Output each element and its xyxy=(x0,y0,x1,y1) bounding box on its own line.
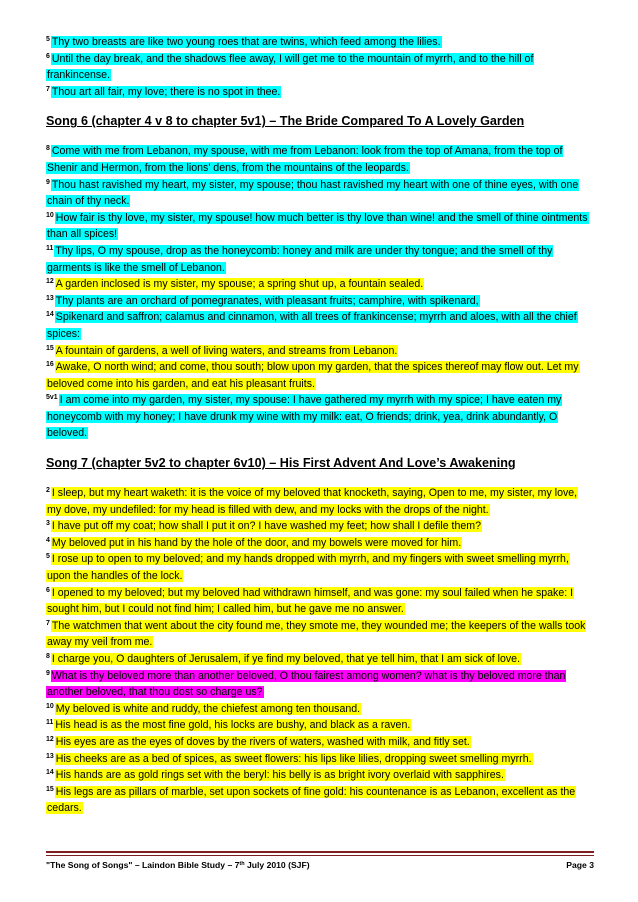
verse xyxy=(46,535,594,552)
verse-number: 11 xyxy=(46,719,54,727)
page-number: Page 3 xyxy=(566,860,594,870)
verse xyxy=(46,359,594,392)
verse-number: 2 xyxy=(46,487,50,495)
document-body xyxy=(46,34,594,817)
verse-number: 12 xyxy=(46,735,54,743)
verse-text: Spikenard and saffron; calamus and cinnamon, with all trees of frankincense; myrrh and aloes, with all the chief spices: xyxy=(47,311,577,340)
verse xyxy=(46,485,594,518)
verse-text: His legs are as pillars of marble, set upon sockets of fine gold: his countenance is as Lebanon, excellent as the cedars. xyxy=(47,785,576,815)
section-heading: Song 7 (chapter 5v2 to chapter 6v10) – His First Advent And Love’s Awakening xyxy=(46,456,516,471)
verse-number: 15 xyxy=(46,785,54,793)
verse xyxy=(46,177,594,210)
verse xyxy=(46,293,594,310)
verse xyxy=(46,651,594,668)
verse-text: His eyes are as the eyes of doves by the rivers of waters, washed with milk, and fitly set. xyxy=(55,735,470,748)
verse-number: 6 xyxy=(46,52,50,60)
verse-number: 9 xyxy=(46,669,50,677)
verse xyxy=(46,343,594,360)
verse-text: His hands are as gold rings set with the beryl: his belly is as bright ivory overlaid with sapphires. xyxy=(55,769,504,782)
footer-title: "The Song of Songs" – Laindon Bible Study – 7th July 2010 (SJF) xyxy=(46,860,310,870)
verse xyxy=(46,243,594,276)
verse-number: 12 xyxy=(46,278,54,286)
verse-text: His head is as the most fine gold, his locks are bushy, and black as a raven. xyxy=(55,719,411,732)
verse-text: What is thy beloved more than another beloved, O thou fairest among women? what is thy beloved more than another beloved, that thou dost so charge us? xyxy=(47,669,566,699)
verse xyxy=(46,767,594,784)
verse xyxy=(46,701,594,718)
verse-text: A garden inclosed is my sister, my spouse; a spring shut up, a fountain sealed. xyxy=(55,278,424,291)
verse xyxy=(46,84,594,101)
verse-text: The watchmen that went about the city found me, they smote me, they wounded me; the keepers of the walls took away my veil from me. xyxy=(47,619,586,649)
verse-text: Thou hast ravished my heart, my sister, my spouse; thou hast ravished my heart with one of thine eyes, with one chain of thy neck. xyxy=(47,178,579,208)
verse-number: 5 xyxy=(46,36,50,43)
verse xyxy=(46,734,594,751)
verse xyxy=(46,276,594,293)
verse-number: 8 xyxy=(46,145,50,153)
verse-text: My beloved is white and ruddy, the chiefest among ten thousand. xyxy=(55,702,361,715)
verse xyxy=(46,618,594,651)
verse xyxy=(46,392,594,442)
verse-number: 6 xyxy=(46,586,50,594)
verse-number: 7 xyxy=(46,85,50,93)
verse-number: 8 xyxy=(46,653,50,660)
verse-number: 5 xyxy=(46,553,50,561)
verse-number: 7 xyxy=(46,619,50,627)
verse-text: Thy lips, O my spouse, drop as the honeycomb: honey and milk are under thy tongue; and the smell of thy garments is like the smell of Lebanon. xyxy=(47,244,553,274)
verse-text: Thy two breasts are like two young roes that are twins, which feed among the lilies. xyxy=(51,36,441,48)
verse-number: 3 xyxy=(46,520,50,528)
verse-number: 10 xyxy=(46,211,54,219)
verse-text: A fountain of gardens, a well of living waters, and streams from Lebanon. xyxy=(55,344,398,357)
verse xyxy=(46,34,594,51)
verse xyxy=(46,717,594,734)
verse-text: Come with me from Lebanon, my spouse, with me from Lebanon: look from the top of Amana, from the top of Shenir and Hermon, from the lions' dens, from the mountains of the leopards. xyxy=(47,145,563,174)
verse-text: Thy plants are an orchard of pomegranates, with pleasant fruits; camphire, with spikenard, xyxy=(55,294,479,307)
verse-number: 5v1 xyxy=(46,394,58,402)
footer-rule-thin xyxy=(46,855,594,856)
verse-text: Until the day break, and the shadows flee away, I will get me to the mountain of myrrh, and to the hill of frankincense. xyxy=(47,52,534,82)
verse xyxy=(46,309,594,342)
verse-number: 16 xyxy=(46,361,54,369)
verse-text: I sleep, but my heart waketh: it is the voice of my beloved that knocketh, saying, Open to me, my sister, my love, my dove, my undefiled: for my head is filled with dew, and my locks with the drops of the night. xyxy=(47,487,578,516)
verse-number: 14 xyxy=(46,769,54,777)
verse xyxy=(46,784,594,817)
verse xyxy=(46,751,594,768)
verse-text: I rose up to open to my beloved; and my hands dropped with myrrh, and my fingers with sweet smelling myrrh, upon the handles of the lock. xyxy=(47,553,569,583)
verse-number: 15 xyxy=(46,344,54,352)
footer-rule-thick xyxy=(46,851,594,853)
verse-text: My beloved put in his hand by the hole of the door, and my bowels were moved for him. xyxy=(51,536,462,549)
verse-number: 13 xyxy=(46,294,54,302)
section-heading: Song 6 (chapter 4 v 8 to chapter 5v1) – The Bride Compared To A Lovely Garden xyxy=(46,114,525,129)
verse-number: 14 xyxy=(46,311,54,319)
verse xyxy=(46,51,594,84)
verse-text: I am come into my garden, my sister, my spouse: I have gathered my myrrh with my spice; I have eaten my honeycomb with my honey; I have drunk my wine with my milk: eat, O friends; drink, yea, drink abundantly, O beloved. xyxy=(47,394,562,440)
verse-text: I opened to my beloved; but my beloved had withdrawn himself, and was gone: my soul failed when he spake: I sought him, but I could not find him; I called him, but he gave me no answer. xyxy=(47,586,574,616)
verse xyxy=(46,210,594,243)
verse-text: Thou art all fair, my love; there is no spot in thee. xyxy=(51,85,281,98)
verse-text: His cheeks are as a bed of spices, as sweet flowers: his lips like lilies, dropping sweet smelling myrrh. xyxy=(55,752,532,765)
verse-number: 11 xyxy=(46,244,54,252)
verse-number: 13 xyxy=(46,752,54,760)
verse xyxy=(46,668,594,701)
verse xyxy=(46,518,594,535)
verse xyxy=(46,585,594,618)
verse xyxy=(46,143,594,176)
verse-number: 10 xyxy=(46,702,54,710)
verse xyxy=(46,551,594,584)
verse-text: I charge you, O daughters of Jerusalem, if ye find my beloved, that ye tell him, that I am sick of love. xyxy=(51,653,521,665)
verse-text: Awake, O north wind; and come, thou south; blow upon my garden, that the spices thereof may flow out. Let my beloved come into his garden, and eat his pleasant fruits. xyxy=(47,361,579,390)
verse-number: 9 xyxy=(46,178,50,186)
verse-text: How fair is thy love, my sister, my spouse! how much better is thy love than wine! and the smell of thine ointments than all spices! xyxy=(47,211,588,241)
verse-number: 4 xyxy=(46,536,50,544)
verse-text: I have put off my coat; how shall I put it on? I have washed my feet; how shall I defile them? xyxy=(51,520,481,533)
